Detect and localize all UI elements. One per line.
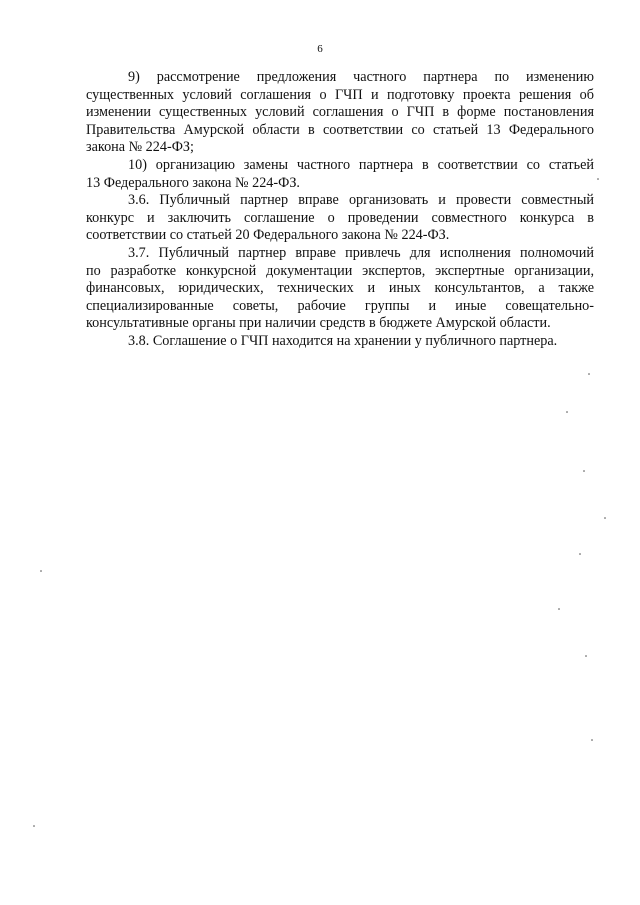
scan-speck bbox=[591, 739, 593, 741]
text-line: консультативные органы при наличии средств в бюджете Амурской области. bbox=[86, 315, 551, 332]
text-line: Правительства Амурской области в соответствии со статьей 13 Федерального bbox=[86, 121, 594, 138]
text-line: конкурс и заключить соглашение о проведении совместного конкурса в bbox=[86, 209, 594, 226]
document-body bbox=[86, 69, 594, 351]
scan-speck bbox=[566, 411, 568, 413]
scan-speck bbox=[33, 825, 35, 827]
text-line: 3.7. Публичный партнер вправе привлечь для исполнения полномочий bbox=[128, 244, 594, 261]
text-line: 3.6. Публичный партнер вправе организовать и провести совместный bbox=[128, 192, 594, 209]
text-line: закона № 224-ФЗ; bbox=[86, 139, 194, 156]
text-line: 9) рассмотрение предложения частного партнера по изменению bbox=[128, 69, 594, 85]
text-line: 13 Федерального закона № 224-ФЗ. bbox=[86, 174, 300, 191]
scan-speck bbox=[579, 553, 581, 555]
paragraph-item-9 bbox=[86, 69, 594, 157]
scan-speck bbox=[558, 608, 560, 610]
scan-speck bbox=[583, 470, 585, 472]
text-line: существенных условий соглашения о ГЧП и подготовку проекта решения об bbox=[86, 86, 594, 103]
text-line: 10) организацию замены частного партнера в соответствии со статьей bbox=[128, 156, 594, 173]
paragraph-item-10 bbox=[86, 157, 594, 192]
paragraph-clause-3-8 bbox=[86, 333, 594, 351]
text-line: изменении существенных условий соглашения о ГЧП в форме постановления bbox=[86, 104, 594, 121]
page-number: 6 bbox=[317, 43, 323, 55]
scan-speck bbox=[588, 373, 590, 375]
text-line: 3.8. Соглашение о ГЧП находится на хранении у публичного партнера. bbox=[128, 332, 558, 349]
text-line: специализированные советы, рабочие группы и иные совещательно- bbox=[86, 297, 594, 314]
paragraph-clause-3-7 bbox=[86, 245, 594, 333]
text-line: финансовых, юридических, технических и иных консультантов, а также bbox=[86, 280, 594, 297]
text-line: по разработке конкурсной документации экспертов, экспертные организации, bbox=[86, 262, 594, 279]
scan-speck bbox=[585, 655, 587, 657]
text-line: соответствии со статьей 20 Федерального закона № 224-ФЗ. bbox=[86, 227, 450, 244]
scan-speck bbox=[40, 570, 42, 572]
scan-speck bbox=[604, 517, 606, 519]
paragraph-clause-3-6 bbox=[86, 192, 594, 245]
scan-speck bbox=[597, 178, 599, 180]
